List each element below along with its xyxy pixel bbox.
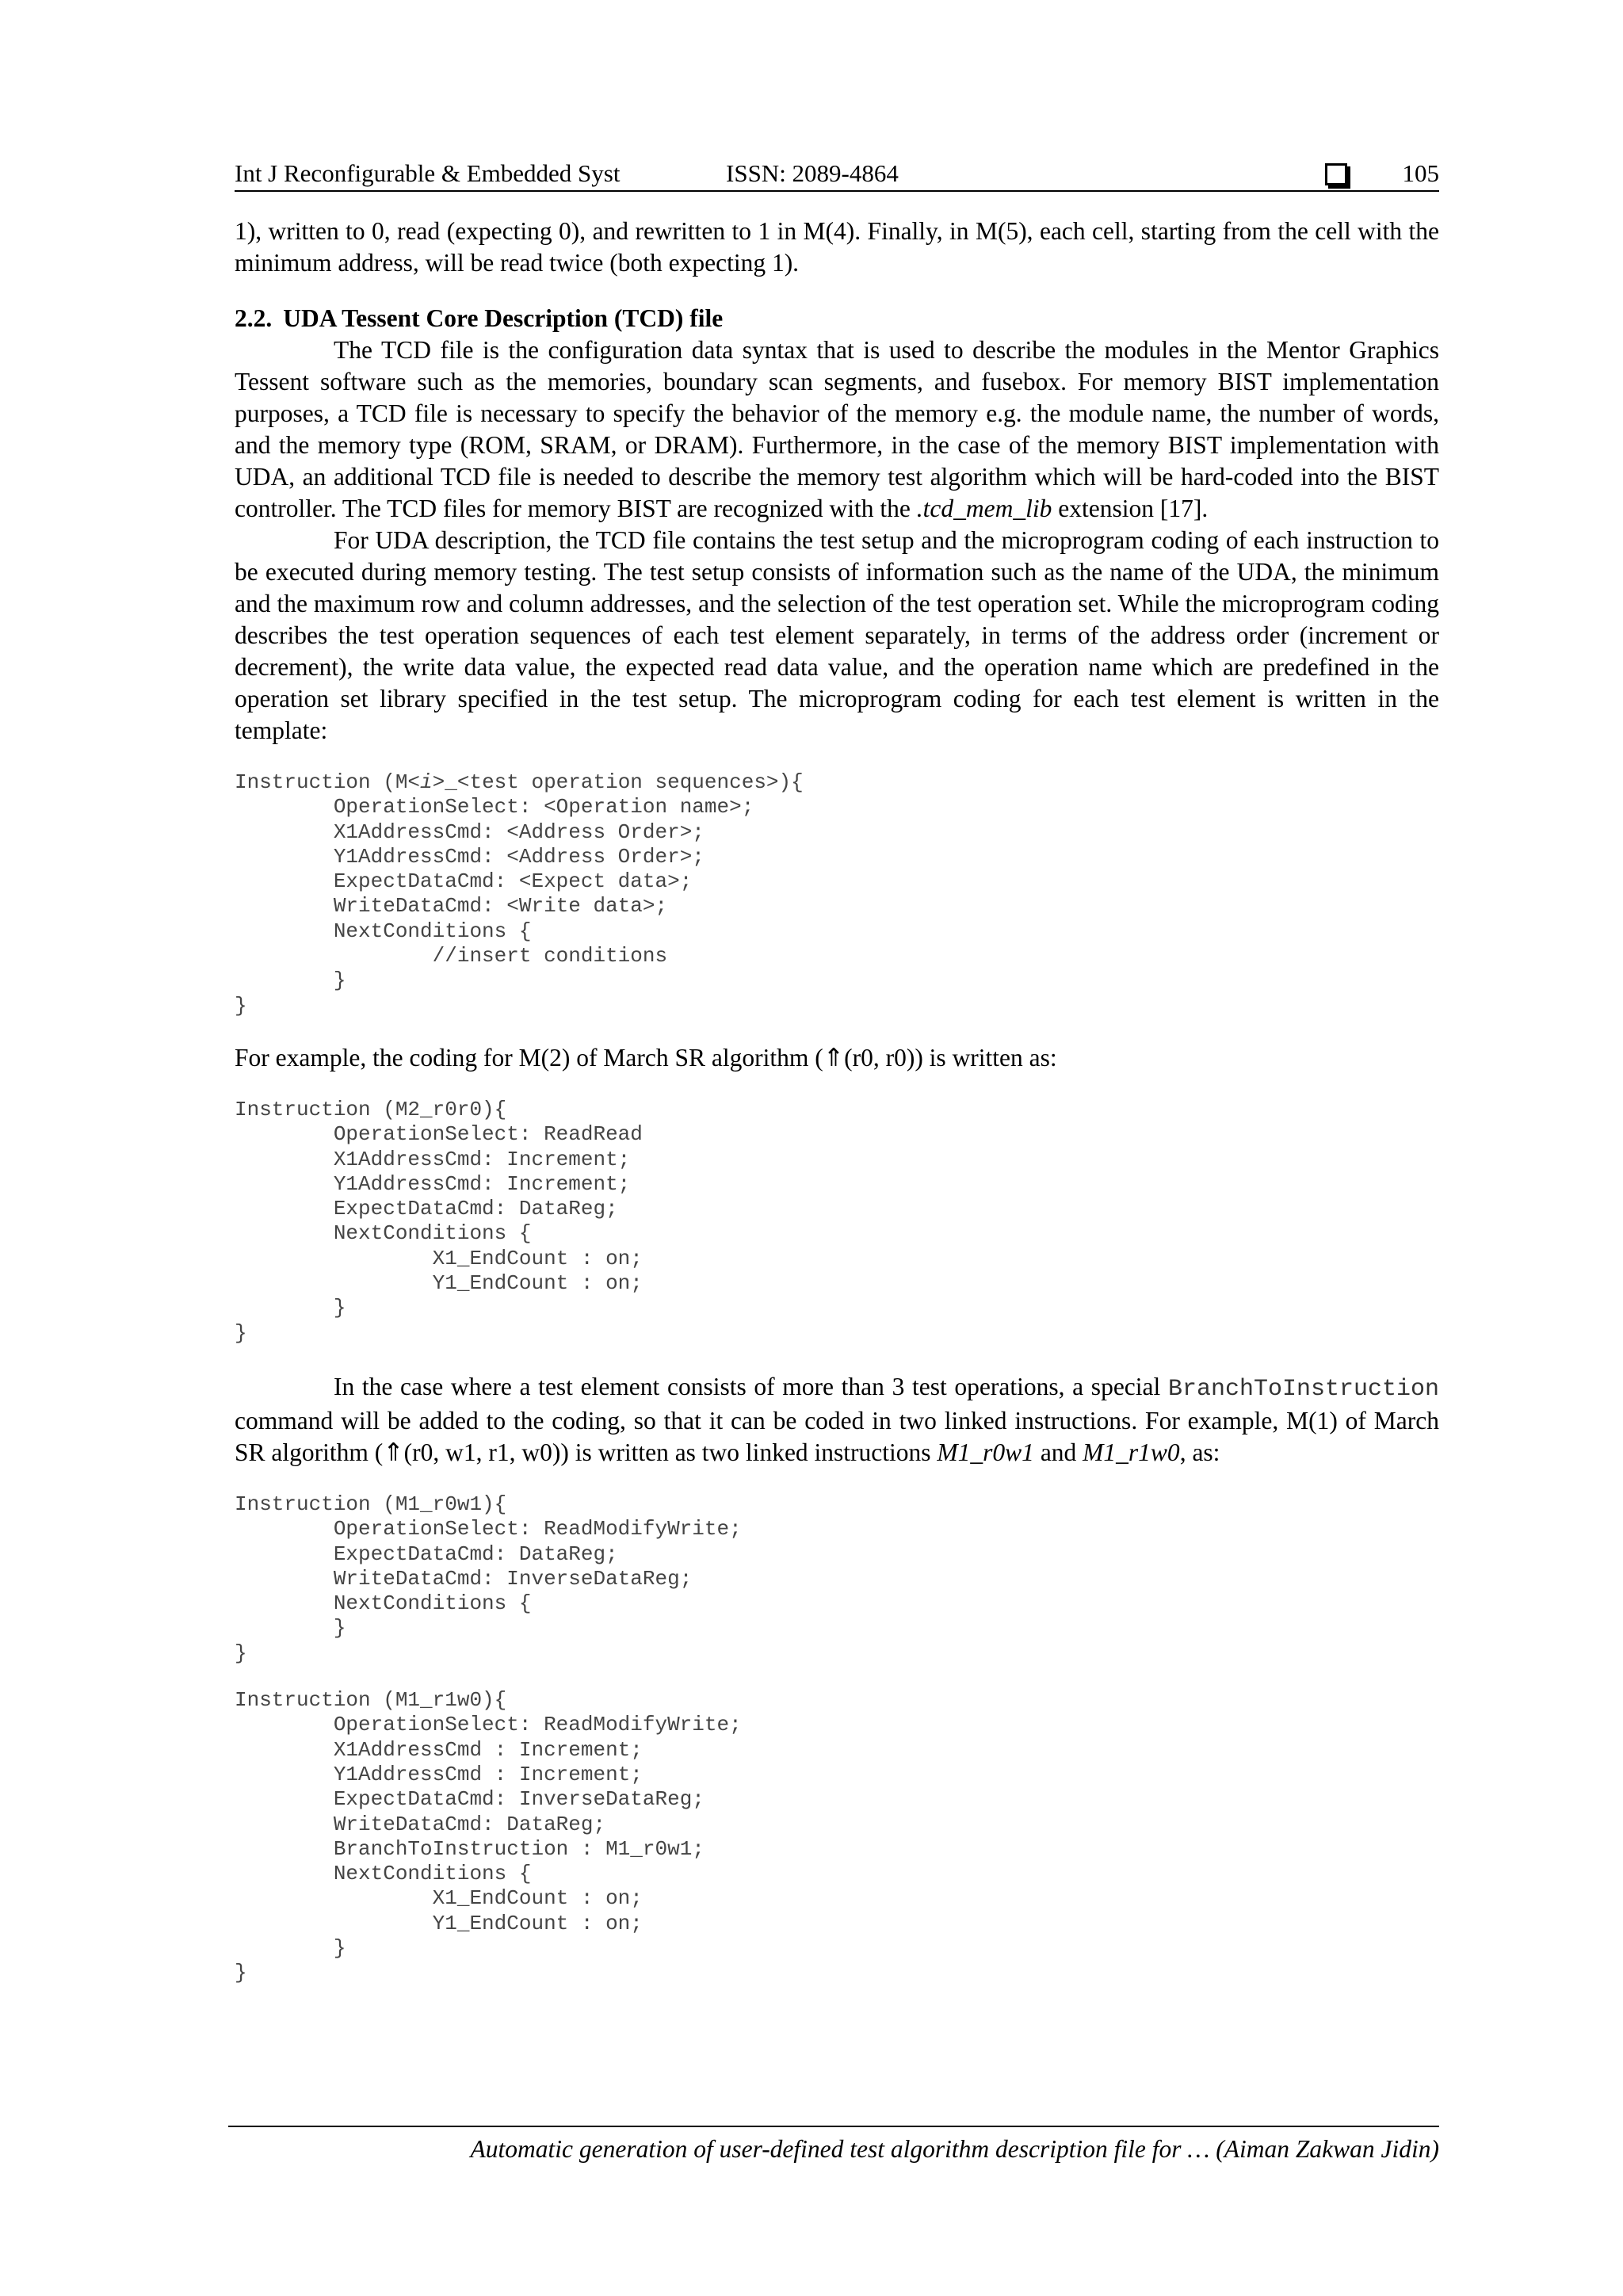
intro-paragraph: 1), written to 0, read (expecting 0), and rewritten to 1 in M(4). Finally, in M(5), each cell, starting from the cell with the minimum address, will be read twice (both expecting 1). — [235, 217, 1439, 277]
paragraph-text: The TCD file is the configuration data syntax that is used to describe the modules in the Mentor Graphics Tessent software such as the memories, boundary scan segments, and fusebox. For memory BIST implementation purposes, a TCD file is necessary to specify the behavior of the memory e.g. the module name, the number of words, and the memory type (ROM, SRAM, or DRAM). Furthermore, in the case of the memory BIST implementation with UDA, an additional TCD file is needed to describe the memory test algorithm which will be hard-coded into the BIST controller. The TCD files for memory BIST are recognized with the — [235, 336, 1439, 522]
square-icon — [1325, 163, 1347, 185]
issn: ISSN: 2089-4864 — [726, 159, 899, 187]
code-template — [235, 770, 1439, 1018]
section-heading — [235, 303, 1439, 334]
code-text: >_<test operation sequences>){ — [432, 770, 804, 794]
running-footer: Automatic generation of user-defined test algorithm description file for … (Aiman Zakwan Jidin) — [228, 2126, 1439, 2165]
instruction-name: M1_r0w1 — [937, 1438, 1034, 1466]
code-example-m2: Instruction (M2_r0r0){ OperationSelect: ReadRead X1AddressCmd: Increment; Y1AddressCmd: Increment; ExpectDataCmd: DataReg; NextConditions { X1_EndCount : on; Y1_EndCount : on; } } — [235, 1097, 643, 1345]
paragraph-text: and — [1033, 1438, 1083, 1466]
page-body — [235, 216, 1439, 1986]
section-title: UDA Tessent Core Description (TCD) file — [283, 304, 724, 332]
paragraph-text: command will be added to the coding, so that it can be coded in two linked instructions. For example, M(1) of March SR algorithm (⇑(r0, w1, r1, w0)) is written as two linked instructions — [235, 1406, 1439, 1466]
section-number: 2.2. — [235, 304, 273, 332]
paragraph-text: , as: — [1179, 1438, 1220, 1466]
page-number: 105 — [1402, 159, 1439, 187]
paragraph-uda-description: For UDA description, the TCD file contains the test setup and the microprogram coding of each instruction to be executed during memory testing. The test setup consists of information such as the name of the UDA, the minimum and the maximum row and column addresses, and the selection of the test operation set. While the microprogram coding describes the test operation sequences of each test element separately, in terms of the address order (increment or decrement), the write data value, the expected read data value, and the operation name which are predefined in the operation set library specified in the test setup. The microprogram coding for each test element is written in the template: — [235, 526, 1439, 744]
paragraph-tcd-definition — [235, 334, 1439, 525]
file-extension: .tcd_mem_lib — [916, 495, 1052, 522]
instruction-name: M1_r1w0 — [1083, 1438, 1180, 1466]
paragraph-text: extension [17]. — [1052, 495, 1209, 522]
code-italic: i — [420, 770, 433, 794]
paragraph-text: In the case where a test element consists of more than 3 test operations, a special — [334, 1372, 1168, 1400]
code-example-m1-r0w1: Instruction (M1_r0w1){ OperationSelect: ReadModifyWrite; ExpectDataCmd: DataReg; WriteDataCmd: InverseDataReg; NextConditions { } } — [235, 1492, 742, 1665]
journal-name: Int J Reconfigurable & Embedded Syst — [235, 159, 621, 187]
code-text: OperationSelect: <Operation name>; X1AddressCmd: <Address Order>; Y1AddressCmd: <Address Order>; ExpectDataCmd: <Expect data>; WriteDataCmd: <Write data>; NextConditions { //insert conditions } } — [235, 795, 754, 1018]
running-header — [235, 157, 1439, 192]
paragraph-branch-instruction — [235, 1371, 1439, 1469]
code-text: Instruction (M< — [235, 770, 421, 794]
inline-code: BranchToInstruction — [1167, 1375, 1439, 1403]
example-sentence: For example, the coding for M(2) of March SR algorithm (⇑(r0, r0)) is written as: — [235, 1043, 1057, 1072]
code-example-m1-r1w0: Instruction (M1_r1w0){ OperationSelect: ReadModifyWrite; X1AddressCmd : Increment; Y1AddressCmd : Increment; ExpectDataCmd: InverseDataReg; WriteDataCmd: DataReg; BranchToInstruction : M1_r0w1; NextConditions { X1_EndCount : on; Y1_EndCount : on; } } — [235, 1688, 742, 1985]
